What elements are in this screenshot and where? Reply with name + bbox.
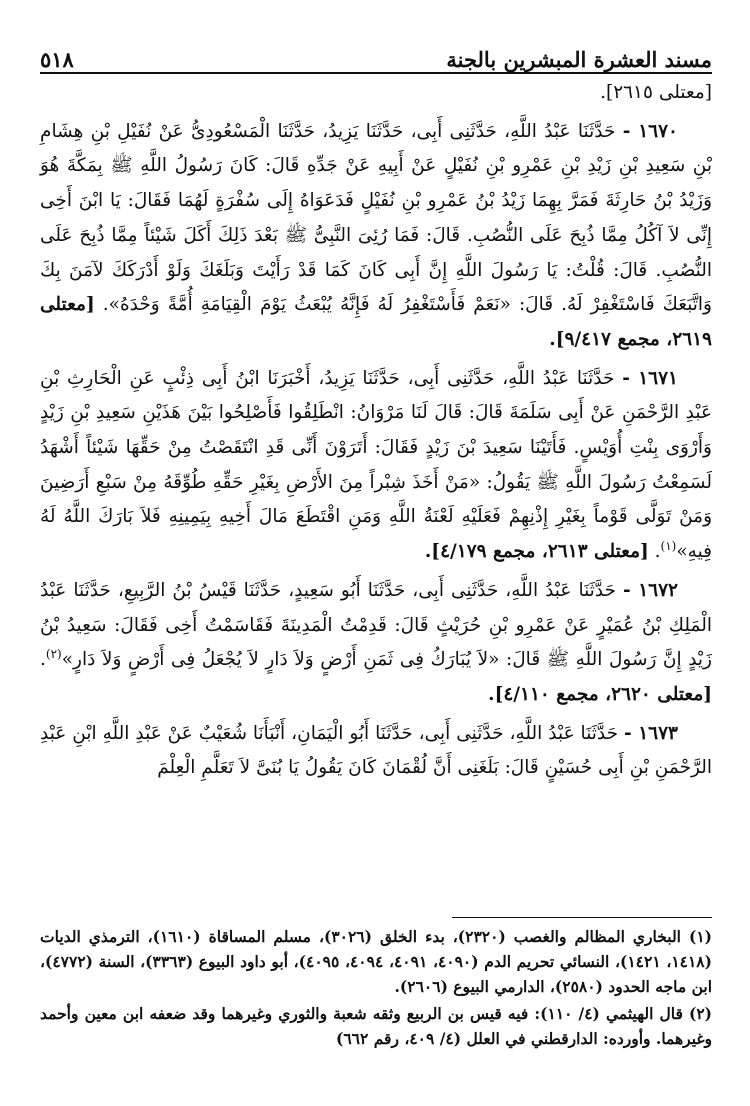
footnote-1: (١) البخاري المظالم والغصب (٢٣٢٠)، بدء الخلق (٣٠٢٦)، مسلم المساقاة (١٦١٠)، الترمذي الديات (١٤١٨، ١٤٢١)، النسائي تحريم الدم (٤٠٩٠، ٤٠٩١، ٤٠٩٤، ٤٠٩٥)، أبو داود البيوع (٣٣٦٣)، السنة (٤٧٧٢)، ابن ماجه الحدود (٢٥٨٠)، الدارمي البيوع (٢٦٠٦).	[40, 927, 712, 996]
hadith-reference: [معتلى ٢٦١٣، مجمع ٤/١٧٩].	[424, 541, 649, 563]
page-number: ٥١٨	[40, 46, 74, 72]
page-header	[40, 30, 712, 72]
header-rule	[40, 72, 712, 74]
hadith-1672: ١٦٧٢ - حَدَّثَنَا عَبْدُ اللَّهِ، حَدَّثَنِى أَبِى، حَدَّثَنَا أَبُو سَعِيدٍ، حَدَّثَنَا قَيْسُ بْنُ الرَّبِيعِ، حَدَّثَنَا عَبْدُ الْمَلِكِ بْنُ عُمَيْرٍ عَنْ عَمْرِو بْنِ حُرَيْثٍ قَالَ: قَدِمْتُ الْمَدِينَةَ فَقَاسَمْتُ أَخِى فَقَالَ: سَعِيدُ بْنُ زَيْدٍ إِنَّ رَسُولَ اللَّهِ ﷺ قَالَ: «لاَ يُبَارَكُ فِى ثَمَنِ أَرْضٍ وَلاَ دَارٍ لاَ يُجْعَلُ فِى أَرْضٍ وَلاَ دَارٍ»$^{(٢)}$. [معتلى ٢٦٢٠، مجمع ٤/١١٠].	[40, 579, 712, 705]
hadith-1673	[40, 717, 712, 786]
hadith-number: ١٦٧١ -	[622, 367, 678, 389]
footnote-marker: (١)	[660, 538, 677, 553]
footnote-2: (٢) قال الهيثمي (٤/ ١١٠): فيه قيس بن الربيع وثقه شعبة والثوري وغيرهما وقد ضعفه ابن معين وأحمد وغيرهما. وأورده: الدارقطني في العلل (٤/ ٤٠٩، رقم ٦٦٢)	[40, 1004, 712, 1049]
hadith-text: حَدَّثَنَا عَبْدُ اللَّهِ، حَدَّثَنِى أَبِى، حَدَّثَنَا أَبُو سَعِيدٍ، حَدَّثَنَا قَيْسُ بْنُ الرَّبِيعِ، حَدَّثَنَا عَبْدُ الْمَلِكِ بْنُ عُمَيْرٍ عَنْ عَمْرِو بْنِ حُرَيْثٍ قَالَ: قَدِمْتُ الْمَدِينَةَ فَقَاسَمْتُ أَخِى فَقَالَ: سَعِيدُ بْنُ زَيْدٍ إِنَّ رَسُولَ اللَّهِ ﷺ قَالَ: «لاَ يُبَارَكُ فِى ثَمَنِ أَرْضٍ وَلاَ دَارٍ لاَ يُجْعَلُ فِى أَرْضٍ وَلاَ دَارٍ»	[40, 579, 712, 671]
running-title: مسند العشرة المبشرين بالجنة	[446, 46, 712, 72]
footnote-marker: (٢)	[45, 647, 62, 662]
hadith-1670	[40, 115, 712, 358]
hadith-text: حَدَّثَنَا عَبْدُ اللَّهِ، حَدَّثَنِى أَبِى، حَدَّثَنَا يَزِيدُ، أَخْبَرَنَا ابْنُ أَبِى ذِئْبٍ عَنِ الْحَارِثِ بْنِ عَبْدِ الرَّحْمَنِ عَنْ أَبِى سَلَمَةَ قَالَ: قَالَ لَنَا مَرْوَانُ: انْطَلِقُوا فَأَصْلِحُوا بَيْنَ هَذَيْنِ سَعِيدِ بْنِ زَيْدٍ وَأَرْوَى بِنْتِ أُوَيْسٍ. فَأَتَيْنَا سَعِيدَ بْنَ زَيْدٍ فَقَالَ: أَتَرَوْنَ أَنِّى قَدِ انْتَقَصْتُ مِنْ حَقِّهَا شَيْئاً أَشْهَدُ لَسَمِعْتُ رَسُولَ اللَّهِ ﷺ يَقُولُ: «مَنْ أَخَذَ شِبْراً مِنَ الأَرْضِ بِغَيْرِ حَقِّهِ طُوِّقَهُ مِنْ سَبْعِ أَرَضِينَ وَمَنْ تَوَلَّى قَوْماً بِغَيْرِ إِذْنِهِمْ فَعَلَيْهِ لَعْنَةُ اللَّهِ وَمَنِ اقْتَطَعَ مَالَ أَخِيهِ بِيَمِينِهِ فَلاَ بَارَكَ اللَّهُ لَهُ فِيهِ»	[40, 367, 712, 563]
footnotes	[40, 925, 712, 1055]
main-text	[40, 76, 712, 790]
hadith-text: حَدَّثَنَا عَبْدُ اللَّهِ، حَدَّثَنِى أَبِى، حَدَّثَنَا أَبُو الْيَمَانِ، أَنْبَأَنَا شُعَيْبٌ عَنْ عَبْدِ اللَّهِ ابْنِ عَبْدِ الرَّحْمَنِ بْنِ أَبِى حُسَيْنٍ قَالَ: بَلَغَنِى أَنَّ لُقْمَانَ كَانَ يَقُولُ يَا بُنَىَّ لاَ تَعَلَّمِ الْعِلْمَ	[40, 722, 712, 779]
reference-text: [معتلى ٢٦١٥].	[600, 82, 712, 103]
hadith-number: ١٦٧٠ -	[622, 120, 678, 142]
reference-top	[40, 76, 712, 111]
footnote-rule	[452, 917, 712, 918]
hadith-reference: [معتلى ٢٦١٩، مجمع ٩/٤١٧].	[40, 294, 712, 350]
hadith-number: ١٦٧٣ -	[624, 722, 678, 744]
hadith-number: ١٦٧٢ -	[622, 579, 678, 601]
hadith-reference: [معتلى ٢٦٢٠، مجمع ٤/١١٠].	[488, 683, 712, 705]
hadith-text: حَدَّثَنَا عَبْدُ اللَّهِ، حَدَّثَنِى أَبِى، حَدَّثَنَا يَزِيدُ، حَدَّثَنَا الْمَسْعُودِىُّ عَنْ نُفَيْلِ بْنِ هِشَامِ بْنِ سَعِيدِ بْنِ زَيْدِ بْنِ عَمْرِو بْنِ نُفَيْلٍ عَنْ أَبِيهِ عَنْ جَدِّهِ قَالَ: كَانَ رَسُولُ اللَّهِ ﷺ بِمَكَّةَ هُوَ وَزَيْدُ بْنُ حَارِثَةَ فَمَرَّ بِهِمَا زَيْدُ بْنُ عَمْرِو بْنِ نُفَيْلٍ فَدَعَوَاهُ إِلَى سُفْرَةٍ لَهُمَا فَقَالَ: يَا ابْنَ أَخِى إِنِّى لاَ آكُلُ مِمَّا ذُبِحَ عَلَى النُّصُبِ. قَالَ: فَمَا رُئِىَ النَّبِىُّ ﷺ بَعْدَ ذَلِكَ أَكَلَ شَيْئاً مِمَّا ذُبِحَ عَلَى النُّصُبِ. قَالَ: قُلْتُ: يَا رَسُولَ اللَّهِ إِنَّ أَبِى كَانَ كَمَا قَدْ رَأَيْتَ وَبَلَغَكَ وَلَوْ أَدْرَكَكَ لآمَنَ بِكَ وَاتَّبَعَكَ فَاسْتَغْفِرْ لَهُ. قَالَ: «نَعَمْ فَأَسْتَغْفِرُ لَهُ فَإِنَّهُ يُبْعَثُ يَوْمَ الْقِيَامَةِ أُمَّةً وَحْدَهُ».	[40, 120, 712, 316]
hadith-1671: ١٦٧١ - حَدَّثَنَا عَبْدُ اللَّهِ، حَدَّثَنِى أَبِى، حَدَّثَنَا يَزِيدُ، أَخْبَرَنَا ابْنُ أَبِى ذِئْبٍ عَنِ الْحَارِثِ بْنِ عَبْدِ الرَّحْمَنِ عَنْ أَبِى سَلَمَةَ قَالَ: قَالَ لَنَا مَرْوَانُ: انْطَلِقُوا فَأَصْلِحُوا بَيْنَ هَذَيْنِ سَعِيدِ بْنِ زَيْدٍ وَأَرْوَى بِنْتِ أُوَيْسٍ. فَأَتَيْنَا سَعِيدَ بْنَ زَيْدٍ فَقَالَ: أَتَرَوْنَ أَنِّى قَدِ انْتَقَصْتُ مِنْ حَقِّهَا شَيْئاً أَشْهَدُ لَسَمِعْتُ رَسُولَ اللَّهِ ﷺ يَقُولُ: «مَنْ أَخَذَ شِبْراً مِنَ الأَرْضِ بِغَيْرِ حَقِّهِ طُوِّقَهُ مِنْ سَبْعِ أَرَضِينَ وَمَنْ تَوَلَّى قَوْماً بِغَيْرِ إِذْنِهِمْ فَعَلَيْهِ لَعْنَةُ اللَّهِ وَمَنِ اقْتَطَعَ مَالَ أَخِيهِ بِيَمِينِهِ فَلاَ بَارَكَ اللَّهُ لَهُ فِيهِ»$^{(١)}$. [معتلى ٢٦١٣، مجمع ٤/١٧٩].	[40, 367, 712, 563]
